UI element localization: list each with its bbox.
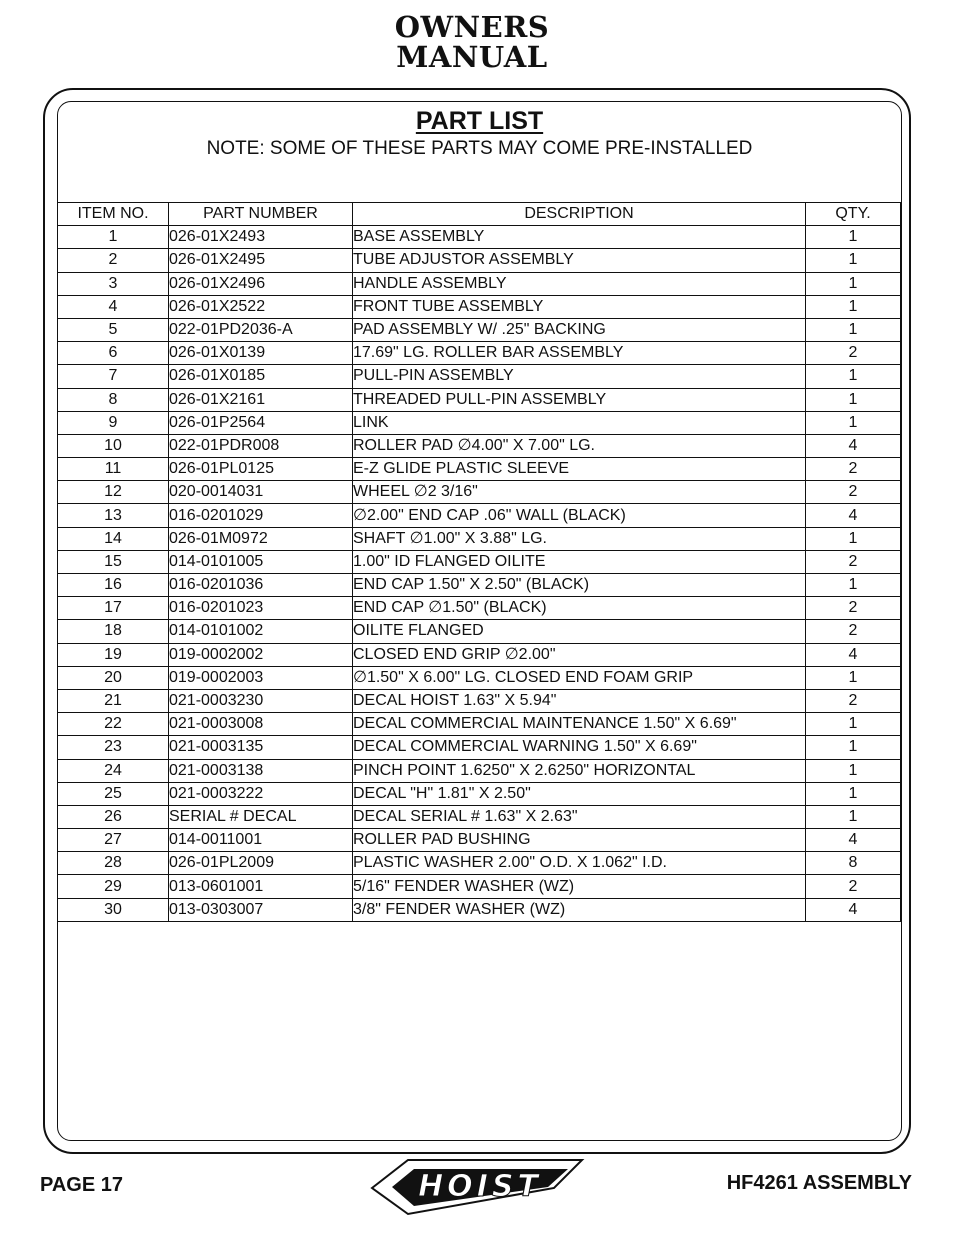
part-number-cell: 021-0003138 [169,759,353,782]
qty-cell: 1 [806,782,901,805]
table-row [58,365,901,388]
qty-cell: 1 [806,713,901,736]
item-number-cell: 4 [58,295,169,318]
table-row [58,342,901,365]
description-cell: ∅1.50" X 6.00" LG. CLOSED END FOAM GRIP [353,666,806,689]
hoist-logo-icon [368,1156,586,1216]
item-number-cell: 22 [58,713,169,736]
item-number-cell: 28 [58,852,169,875]
part-number-cell: 016-0201029 [169,504,353,527]
item-number-cell: 23 [58,736,169,759]
part-number-cell: 013-0303007 [169,898,353,921]
table-row [58,666,901,689]
description-cell: DECAL COMMERCIAL WARNING 1.50" X 6.69" [353,736,806,759]
table-row [58,458,901,481]
item-number-cell: 19 [58,643,169,666]
manual-header [0,12,944,72]
qty-cell: 1 [806,411,901,434]
description-cell: THREADED PULL-PIN ASSEMBLY [353,388,806,411]
qty-cell: 1 [806,574,901,597]
description-cell: DECAL COMMERCIAL MAINTENANCE 1.50" X 6.69" [353,713,806,736]
table-row [58,550,901,573]
item-number-cell: 30 [58,898,169,921]
part-number-cell: 014-0101005 [169,550,353,573]
description-cell: PINCH POINT 1.6250" X 2.6250" HORIZONTAL [353,759,806,782]
description-cell: DECAL HOIST 1.63" X 5.94" [353,689,806,712]
description-cell: PULL-PIN ASSEMBLY [353,365,806,388]
description-cell: DECAL SERIAL # 1.63" X 2.63" [353,805,806,828]
table-row [58,434,901,457]
qty-cell: 8 [806,852,901,875]
part-number-cell: 019-0002002 [169,643,353,666]
part-number-cell: 026-01M0972 [169,527,353,550]
description-cell: ROLLER PAD ∅4.00" X 7.00" LG. [353,434,806,457]
item-number-cell: 24 [58,759,169,782]
part-number-cell: 020-0014031 [169,481,353,504]
qty-cell: 1 [806,527,901,550]
header-line-2: MANUAL [396,40,548,74]
description-cell: OILITE FLANGED [353,620,806,643]
part-number-cell: 013-0601001 [169,875,353,898]
column-header-description: DESCRIPTION [353,203,806,226]
item-number-cell: 9 [58,411,169,434]
table-row [58,689,901,712]
item-number-cell: 5 [58,318,169,341]
table-row [58,736,901,759]
description-cell: LINK [353,411,806,434]
qty-cell: 4 [806,504,901,527]
item-number-cell: 3 [58,272,169,295]
qty-cell: 2 [806,550,901,573]
part-number-cell: 019-0002003 [169,666,353,689]
table-row [58,574,901,597]
description-cell: ∅2.00" END CAP .06" WALL (BLACK) [353,504,806,527]
part-number-cell: 026-01PL2009 [169,852,353,875]
table-row [58,318,901,341]
part-number-cell: 026-01X2495 [169,249,353,272]
qty-cell: 4 [806,829,901,852]
qty-cell: 2 [806,342,901,365]
description-cell: ROLLER PAD BUSHING [353,829,806,852]
qty-cell: 2 [806,620,901,643]
description-cell: SHAFT ∅1.00" X 3.88" LG. [353,527,806,550]
table-row [58,759,901,782]
qty-cell: 1 [806,759,901,782]
description-cell: 1.00" ID FLANGED OILITE [353,550,806,573]
part-number-cell: 021-0003222 [169,782,353,805]
part-number-cell: 026-01X0139 [169,342,353,365]
part-number-cell: 026-01X2496 [169,272,353,295]
description-cell: TUBE ADJUSTOR ASSEMBLY [353,249,806,272]
item-number-cell: 13 [58,504,169,527]
parts-table-body [58,226,901,922]
qty-cell: 1 [806,249,901,272]
item-number-cell: 14 [58,527,169,550]
description-cell: 17.69" LG. ROLLER BAR ASSEMBLY [353,342,806,365]
qty-cell: 1 [806,226,901,249]
description-cell: WHEEL ∅2 3/16" [353,481,806,504]
table-row [58,643,901,666]
qty-cell: 4 [806,434,901,457]
part-list-heading [57,106,902,161]
header-line-1: OWNERS [394,10,550,44]
part-number-cell: SERIAL # DECAL [169,805,353,828]
description-cell: DECAL "H" 1.81" X 2.50" [353,782,806,805]
part-number-cell: 021-0003008 [169,713,353,736]
table-row [58,782,901,805]
model-label: HF4261 ASSEMBLY [726,1172,912,1194]
page-number: PAGE 17 [40,1174,123,1196]
part-number-cell: 026-01PL0125 [169,458,353,481]
qty-cell: 4 [806,643,901,666]
part-number-cell: 016-0201036 [169,574,353,597]
table-row [58,852,901,875]
table-row [58,597,901,620]
table-row [58,805,901,828]
table-row [58,875,901,898]
qty-cell: 2 [806,689,901,712]
part-number-cell: 026-01X2493 [169,226,353,249]
item-number-cell: 18 [58,620,169,643]
item-number-cell: 7 [58,365,169,388]
item-number-cell: 16 [58,574,169,597]
description-cell: HANDLE ASSEMBLY [353,272,806,295]
item-number-cell: 15 [58,550,169,573]
description-cell: FRONT TUBE ASSEMBLY [353,295,806,318]
qty-cell: 2 [806,875,901,898]
description-cell: PLASTIC WASHER 2.00" O.D. X 1.062" I.D. [353,852,806,875]
description-cell: 3/8" FENDER WASHER (WZ) [353,898,806,921]
part-number-cell: 026-01X2522 [169,295,353,318]
description-cell: END CAP ∅1.50" (BLACK) [353,597,806,620]
qty-cell: 2 [806,597,901,620]
item-number-cell: 25 [58,782,169,805]
item-number-cell: 12 [58,481,169,504]
qty-cell: 4 [806,898,901,921]
item-number-cell: 2 [58,249,169,272]
table-row [58,249,901,272]
logo-text: HOIST [418,1169,542,1204]
qty-cell: 1 [806,805,901,828]
part-number-cell: 014-0101002 [169,620,353,643]
qty-cell: 1 [806,666,901,689]
part-list-title: PART LIST [415,107,544,135]
item-number-cell: 29 [58,875,169,898]
qty-cell: 1 [806,388,901,411]
description-cell: BASE ASSEMBLY [353,226,806,249]
description-cell: PAD ASSEMBLY W/ .25" BACKING [353,318,806,341]
item-number-cell: 1 [58,226,169,249]
table-row [58,713,901,736]
table-row [58,481,901,504]
table-row [58,504,901,527]
table-row [58,829,901,852]
table-spacer-row [58,921,901,922]
item-number-cell: 10 [58,434,169,457]
item-number-cell: 8 [58,388,169,411]
table-row [58,620,901,643]
qty-cell: 1 [806,318,901,341]
qty-cell: 1 [806,365,901,388]
column-header-qty: QTY. [806,203,901,226]
item-number-cell: 26 [58,805,169,828]
part-number-cell: 021-0003135 [169,736,353,759]
part-number-cell: 016-0201023 [169,597,353,620]
qty-cell: 1 [806,295,901,318]
description-cell: 5/16" FENDER WASHER (WZ) [353,875,806,898]
part-number-cell: 026-01P2564 [169,411,353,434]
qty-cell: 2 [806,481,901,504]
table-row [58,898,901,921]
parts-table [57,202,901,922]
table-row [58,527,901,550]
qty-cell: 1 [806,272,901,295]
qty-cell: 2 [806,458,901,481]
item-number-cell: 17 [58,597,169,620]
table-row [58,272,901,295]
qty-cell: 1 [806,736,901,759]
description-cell: CLOSED END GRIP ∅2.00" [353,643,806,666]
part-number-cell: 026-01X2161 [169,388,353,411]
table-header-row [58,203,901,226]
description-cell: END CAP 1.50" X 2.50" (BLACK) [353,574,806,597]
item-number-cell: 11 [58,458,169,481]
table-row [58,295,901,318]
table-row [58,226,901,249]
part-number-cell: 026-01X0185 [169,365,353,388]
description-cell: E-Z GLIDE PLASTIC SLEEVE [353,458,806,481]
column-header-part-number: PART NUMBER [169,203,353,226]
item-number-cell: 6 [58,342,169,365]
part-list-note: NOTE: SOME OF THESE PARTS MAY COME PRE-INSTALLED [206,138,753,159]
table-row [58,411,901,434]
part-number-cell: 014-0011001 [169,829,353,852]
part-number-cell: 022-01PDR008 [169,434,353,457]
part-number-cell: 021-0003230 [169,689,353,712]
item-number-cell: 21 [58,689,169,712]
item-number-cell: 27 [58,829,169,852]
table-row [58,388,901,411]
item-number-cell: 20 [58,666,169,689]
part-number-cell: 022-01PD2036-A [169,318,353,341]
column-header-item: ITEM NO. [58,203,169,226]
